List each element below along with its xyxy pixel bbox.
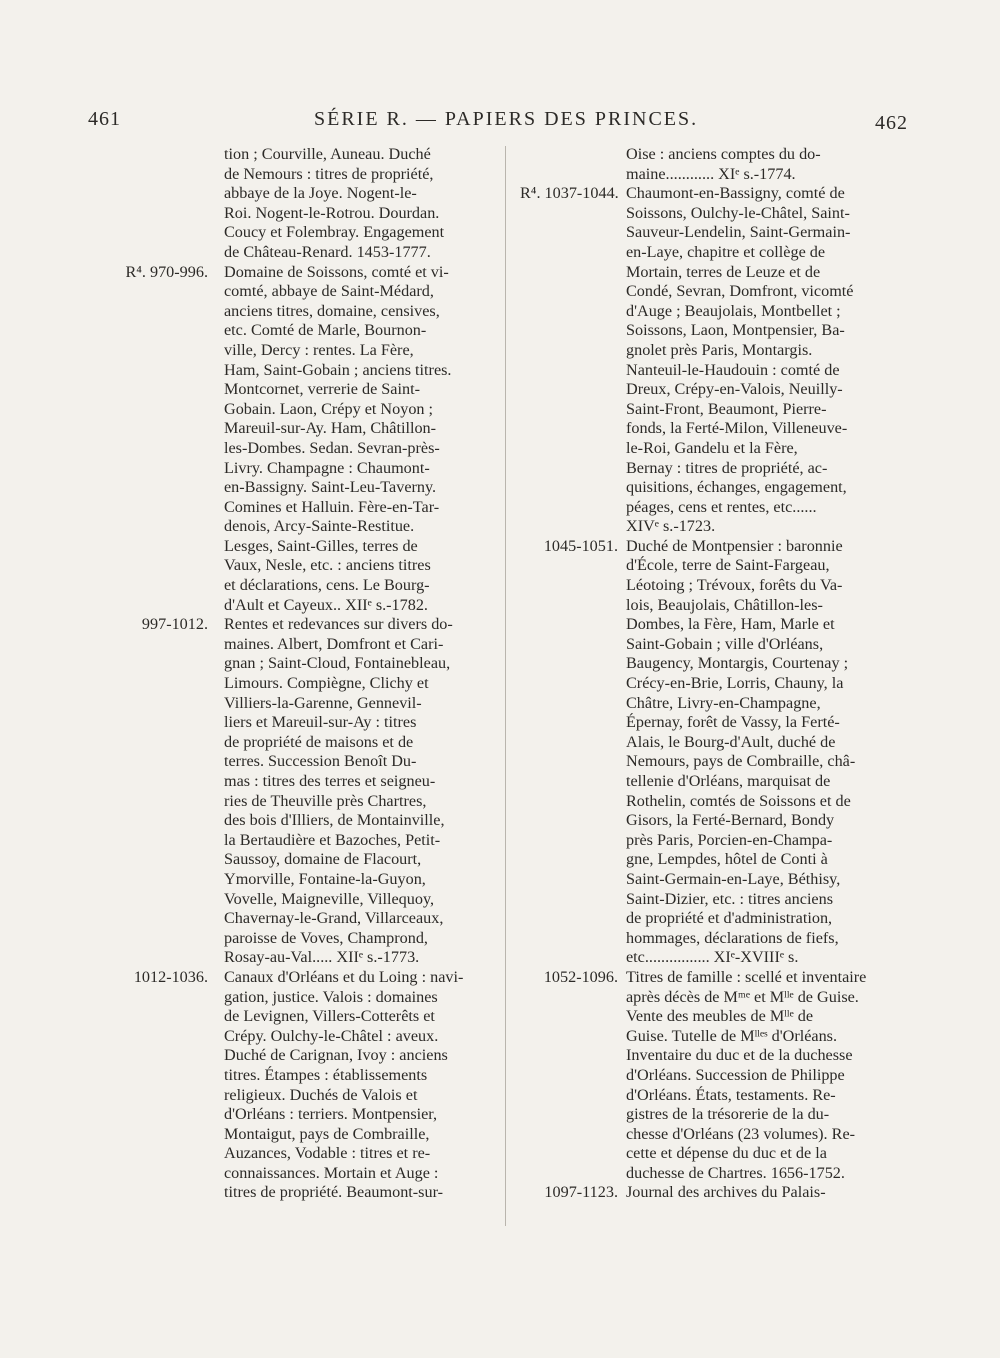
catalog-entry: [520, 968, 910, 1184]
text-line: de Château-Renard. 1453-1777.: [224, 242, 431, 261]
entry-reference: 1052-1096.: [543, 967, 618, 986]
text-line: Chaumont-en-Bassigny, comté de: [626, 184, 845, 203]
text-line: Duché de Montpensier : baronnie: [626, 536, 843, 555]
text-line: après décès de Mᵐᵉ et Mˡˡᵉ de Guise.: [626, 987, 859, 1006]
text-line: Mortain, terres de Leuze et de: [626, 262, 821, 281]
text-line: Canaux d'Orléans et du Loing : navi-: [224, 967, 464, 986]
text-line: de propriété de maisons et de: [224, 732, 414, 751]
text-line: Mareuil-sur-Ay. Ham, Châtillon-: [224, 419, 437, 438]
text-line: Rothelin, comtés de Soissons et de: [626, 791, 851, 810]
text-line: Comines et Halluin. Fère-en-Tar-: [224, 497, 440, 516]
text-line: Châtre, Livry-en-Champagne,: [626, 693, 821, 712]
entry-reference: 1045-1051.: [543, 536, 618, 555]
text-line: Condé, Sevran, Domfront, vicomté: [626, 282, 854, 301]
text-line: Saint-Dizier, etc. : titres anciens: [626, 889, 834, 908]
text-line: Soissons, Oulchy-le-Châtel, Saint-: [626, 203, 850, 222]
text-line: péages, cens et rentes, etc......: [626, 497, 817, 516]
text-line: Inventaire du duc et de la duchesse: [626, 1046, 853, 1065]
text-line: de Nemours : titres de propriété,: [224, 164, 434, 183]
text-line: Gobain. Laon, Crépy et Noyon ;: [224, 399, 434, 418]
text-line: paroisse de Voves, Champrond,: [224, 928, 428, 947]
text-line: Bernay : titres de propriété, ac-: [626, 458, 828, 477]
text-line: Alais, le Bourg-d'Ault, duché de: [626, 732, 836, 751]
text-line: maine............ XIᵉ s.-1774.: [626, 164, 796, 183]
running-title: SÉRIE R. — PAPIERS DES PRINCES.: [314, 108, 699, 130]
text-line: Baugency, Montargis, Courtenay ;: [626, 654, 849, 673]
catalog-entry: [520, 145, 910, 184]
text-line: Nanteuil-le-Haudouin : comté de: [626, 360, 840, 379]
text-line: d'Orléans. Succession de Philippe: [626, 1065, 845, 1084]
text-line: gnolet près Paris, Montargis.: [626, 340, 813, 359]
text-line: la Bertaudière et Bazoches, Petit-: [224, 830, 441, 849]
text-line: etc................ XIᵉ-XVIIIᵉ s.: [626, 948, 799, 967]
text-line: et déclarations, cens. Le Bourg-: [224, 576, 430, 595]
catalog-entry: [104, 615, 490, 968]
text-line: lois, Beaujolais, Châtillon-les-: [626, 595, 823, 614]
entry-text: [224, 145, 490, 263]
left-page-number: 461: [88, 108, 121, 130]
text-line: Crépy. Oulchy-le-Châtel : aveux.: [224, 1026, 439, 1045]
text-line: denois, Arcy-Sainte-Restitue.: [224, 517, 415, 536]
text-line: gnan ; Saint-Cloud, Fontainebleau,: [224, 654, 451, 673]
text-line: tellenie d'Orléans, marquisat de: [626, 772, 831, 790]
entry-text: [626, 184, 910, 537]
text-line: Épernay, forêt de Vassy, la Ferté-: [626, 713, 840, 732]
text-line: mas : titres des terres et seigneu-: [224, 772, 436, 790]
text-line: Ham, Saint-Gobain ; anciens titres.: [224, 360, 452, 379]
text-line: de propriété et d'administration,: [626, 909, 833, 928]
text-line: Dreux, Crépy-en-Valois, Neuilly-: [626, 380, 843, 399]
text-line: Nemours, pays de Combraille, châ-: [626, 752, 856, 771]
catalog-entry: [104, 145, 490, 263]
text-line: Vente des meubles de Mˡˡᵉ de: [626, 1007, 814, 1026]
text-line: Livry. Champagne : Chaumont-: [224, 458, 430, 477]
entry-reference: 997-1012.: [141, 615, 208, 634]
text-line: comté, abbaye de Saint-Médard,: [224, 282, 434, 301]
text-line: Montcornet, verrerie de Saint-: [224, 380, 420, 399]
text-line: duchesse de Chartres. 1656-1752.: [626, 1163, 845, 1182]
right-column: [520, 145, 910, 1203]
text-line: en-Bassigny. Saint-Leu-Taverny.: [224, 478, 437, 497]
catalog-entry: [104, 968, 490, 1203]
text-line: Léotoing ; Trévoux, forêts du Va-: [626, 576, 843, 595]
page-header: [88, 108, 908, 138]
text-line: Vaux, Nesle, etc. : anciens titres: [224, 556, 431, 575]
catalog-entry: [104, 263, 490, 616]
text-line: le-Roi, Gandelu et la Fère,: [626, 438, 798, 457]
text-line: Saint-Germain-en-Laye, Béthisy,: [626, 869, 841, 888]
text-line: Coucy et Folembray. Engagement: [224, 223, 445, 242]
text-line: en-Laye, chapitre et collège de: [626, 242, 826, 261]
entry-text: [626, 537, 910, 968]
entry-text: [224, 968, 490, 1203]
text-line: titres de propriété. Beaumont-sur-: [224, 1183, 444, 1202]
entry-text: [626, 145, 910, 184]
text-line: Auzances, Vodable : titres et re-: [224, 1144, 431, 1163]
text-line: Rentes et redevances sur divers do-: [224, 615, 453, 634]
entry-text: [224, 615, 490, 968]
text-line: Saussoy, domaine de Flacourt,: [224, 850, 422, 869]
text-line: Rosay-au-Val..... XIIᵉ s.-1773.: [224, 948, 420, 967]
text-line: titres. Étampes : établissements: [224, 1065, 428, 1084]
text-line: Oise : anciens comptes du do-: [626, 145, 821, 163]
text-line: Montaigut, pays de Combraille,: [224, 1124, 430, 1143]
text-line: XIVᵉ s.-1723.: [626, 517, 716, 536]
text-line: anciens titres, domaine, censives,: [224, 301, 440, 320]
text-line: fonds, la Ferté-Milon, Villeneuve-: [626, 419, 848, 438]
text-line: Duché de Carignan, Ivoy : anciens: [224, 1046, 448, 1065]
text-line: d'École, terre de Saint-Fargeau,: [626, 556, 830, 575]
text-line: ries de Theuville près Chartres,: [224, 791, 427, 810]
text-line: Gisors, la Ferté-Bernard, Bondy: [626, 811, 835, 830]
entry-reference: R⁴. 1037-1044.: [520, 184, 619, 203]
text-line: connaissances. Mortain et Auge :: [224, 1163, 439, 1182]
text-line: liers et Mareuil-sur-Ay : titres: [224, 713, 417, 732]
text-line: quisitions, échanges, engagement,: [626, 478, 847, 497]
text-line: Journal des archives du Palais-: [626, 1183, 826, 1202]
text-line: ville, Dercy : rentes. La Fère,: [224, 340, 414, 359]
text-line: des bois d'Illiers, de Montainville,: [224, 811, 445, 830]
text-line: Sauveur-Lendelin, Saint-Germain-: [626, 223, 851, 242]
entry-reference: 1097-1123.: [544, 1183, 618, 1202]
text-line: Saint-Front, Beaumont, Pierre-: [626, 399, 827, 418]
text-line: gne, Lempdes, hôtel de Conti à: [626, 850, 828, 869]
text-line: Villiers-la-Garenne, Gennevil-: [224, 693, 422, 712]
text-line: Ymorville, Fontaine-la-Guyon,: [224, 869, 426, 888]
text-line: Saint-Gobain ; ville d'Orléans,: [626, 634, 824, 653]
text-line: d'Orléans : terriers. Montpensier,: [224, 1105, 438, 1124]
text-line: d'Ault et Cayeux.. XIIᵉ s.-1782.: [224, 595, 428, 614]
text-line: gation, justice. Valois : domaines: [224, 987, 438, 1006]
entry-text: [224, 263, 490, 616]
catalog-entry: [520, 537, 910, 968]
text-line: les-Dombes. Sedan. Sevran-près-: [224, 438, 440, 457]
text-line: Guise. Tutelle de Mˡˡᵉˢ d'Orléans.: [626, 1026, 838, 1045]
text-line: cette et dépense du duc et de la: [626, 1144, 827, 1163]
text-line: Soissons, Laon, Montpensier, Ba-: [626, 321, 845, 340]
column-divider: [505, 146, 506, 1226]
text-line: Limours. Compiègne, Clichy et: [224, 674, 429, 693]
entry-text: [626, 1183, 910, 1203]
text-line: de Levignen, Villers-Cotterêts et: [224, 1007, 435, 1026]
text-line: d'Auge ; Beaujolais, Montbellet ;: [626, 301, 841, 320]
text-line: chesse d'Orléans (23 volumes). Re-: [626, 1124, 856, 1143]
text-line: gistres de la trésorerie de la du-: [626, 1105, 830, 1124]
text-line: tion ; Courville, Auneau. Duché: [224, 145, 431, 163]
text-line: religieux. Duchés de Valois et: [224, 1085, 418, 1104]
text-line: Roi. Nogent-le-Rotrou. Dourdan.: [224, 203, 440, 222]
text-line: abbaye de la Joye. Nogent-le-: [224, 184, 417, 203]
text-line: Dombes, la Fère, Ham, Marle et: [626, 615, 835, 634]
entry-text: [626, 968, 910, 1184]
text-line: etc. Comté de Marle, Bournon-: [224, 321, 427, 340]
text-line: Titres de famille : scellé et inventaire: [626, 967, 867, 986]
right-page-number: 462: [875, 112, 908, 134]
text-line: maines. Albert, Domfront et Cari-: [224, 634, 444, 653]
text-line: Lesges, Saint-Gilles, terres de: [224, 536, 418, 555]
entry-reference: 1012-1036.: [133, 967, 208, 986]
entry-reference: R⁴. 970-996.: [125, 262, 208, 281]
catalog-entry: [520, 1183, 910, 1203]
text-line: Crécy-en-Brie, Lorris, Chauny, la: [626, 674, 844, 693]
left-column: [104, 145, 490, 1203]
text-line: près Paris, Porcien-en-Champa-: [626, 830, 833, 849]
text-line: Chavernay-le-Grand, Villarceaux,: [224, 909, 444, 928]
text-line: Vovelle, Maigneville, Villequoy,: [224, 889, 435, 908]
text-line: hommages, déclarations de fiefs,: [626, 928, 839, 947]
catalog-entry: [520, 184, 910, 537]
text-line: Domaine de Soissons, comté et vi-: [224, 262, 449, 281]
text-line: d'Orléans. États, testaments. Re-: [626, 1085, 836, 1104]
text-line: terres. Succession Benoît Du-: [224, 752, 417, 771]
